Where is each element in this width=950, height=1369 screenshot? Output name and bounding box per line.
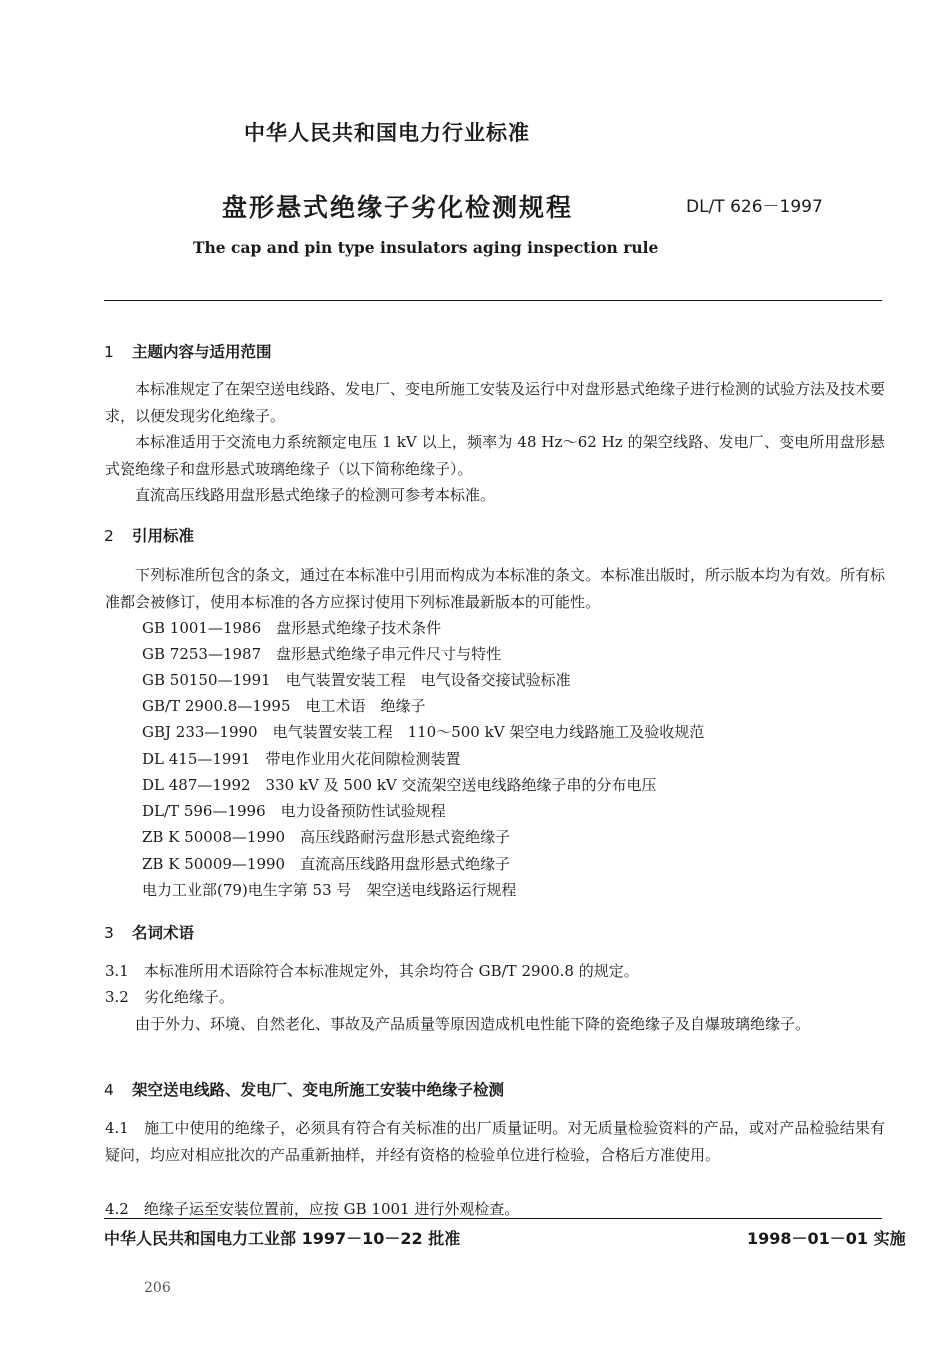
clause-3-2: 3.2 劣化绝缘子。 — [105, 988, 234, 1006]
section-title: 引用标准 — [132, 527, 195, 545]
reference-item: DL 487—1992 330 kV 及 500 kV 交流架空送电线路绝缘子串的分布电压 — [142, 776, 657, 794]
header-divider — [104, 300, 882, 301]
reference-item: ZB K 50009—1990 直流高压线路用盘形悬式绝缘子 — [142, 855, 511, 873]
english-title: The cap and pin type insulators aging inspection rule — [193, 238, 659, 257]
standard-code: DL/T 626－1997 — [686, 197, 823, 217]
section-number: 3 — [104, 924, 114, 942]
section-1-heading — [104, 340, 272, 362]
section-1-para-1: 本标准规定了在架空送电线路、发电厂、变电所施工安装及运行中对盘形悬式绝缘子进行检测的试验方法及技术要求，以便发现劣化绝缘子。 — [105, 380, 886, 425]
clause-3-2-definition: 由于外力、环境、自然老化、事故及产品质量等原因造成机电性能下降的瓷绝缘子及自爆玻璃绝缘子。 — [135, 1015, 811, 1033]
reference-item: GB/T 2900.8—1995 电工术语 绝缘子 — [142, 697, 426, 715]
reference-item: 电力工业部(79)电生字第 53 号 架空送电线路运行规程 — [142, 881, 517, 899]
reference-item: DL 415—1991 带电作业用火花间隙检测装置 — [142, 750, 461, 768]
section-1-para-2: 本标准适用于交流电力系统额定电压 1 kV 以上，频率为 48 Hz～62 Hz 的架空线路、发电厂、变电所用盘形悬式瓷绝缘子和盘形悬式玻璃绝缘子（以下简称绝缘子）。 — [105, 433, 885, 478]
clause-4-2: 4.2 绝缘子运至安装位置前，应按 GB 1001 进行外观检查。 — [105, 1200, 520, 1218]
section-4-heading — [104, 1078, 504, 1100]
section-number: 1 — [104, 343, 114, 361]
clause-4-1: 4.1 施工中使用的绝缘子，必须具有符合有关标准的出厂质量证明。对无质量检验资料的产品，或对产品检验结果有疑问，均应对相应批次的产品重新抽样，并经有资格的检验单位进行检验，合格后方准使用。 — [105, 1119, 885, 1164]
reference-item: DL/T 596—1996 电力设备预防性试验规程 — [142, 802, 446, 820]
reference-item: ZB K 50008—1990 高压线路耐污盘形悬式瓷绝缘子 — [142, 828, 511, 846]
section-number: 2 — [104, 527, 114, 545]
section-number: 4 — [104, 1081, 114, 1099]
reference-item: GB 7253—1987 盘形悬式绝缘子串元件尺寸与特性 — [142, 645, 502, 663]
footer-divider — [104, 1218, 882, 1219]
document-title: 盘形悬式绝缘子劣化检测规程 — [222, 193, 574, 222]
reference-item: GBJ 233—1990 电气装置安装工程 110～500 kV 架空电力线路施工及验收规范 — [142, 723, 705, 741]
section-title: 名词术语 — [132, 924, 195, 942]
approval-line: 中华人民共和国电力工业部 1997－10－22 批准 — [104, 1229, 461, 1248]
section-2-heading — [104, 524, 194, 546]
effective-date: 1998－01－01 实施 — [747, 1229, 906, 1248]
section-2-para: 下列标准所包含的条文，通过在本标准中引用而构成为本标准的条文。本标准出版时，所示版本均为有效。所有标准都会被修订，使用本标准的各方应探讨使用下列标准最新版本的可能性。 — [105, 566, 886, 611]
section-3-heading — [104, 921, 194, 943]
clause-3-1: 3.1 本标准所用术语除符合本标准规定外，其余均符合 GB/T 2900.8 的规定。 — [105, 962, 639, 980]
section-title: 架空送电线路、发电厂、变电所施工安装中绝缘子检测 — [132, 1081, 505, 1099]
section-1-para-3: 直流高压线路用盘形悬式绝缘子的检测可参考本标准。 — [135, 486, 496, 504]
issuing-authority: 中华人民共和国电力行业标准 — [244, 121, 530, 145]
section-title: 主题内容与适用范围 — [132, 343, 272, 361]
page-number: 206 — [144, 1280, 171, 1296]
reference-item: GB 1001—1986 盘形悬式绝缘子技术条件 — [142, 619, 442, 637]
reference-item: GB 50150—1991 电气装置安装工程 电气设备交接试验标准 — [142, 671, 571, 689]
